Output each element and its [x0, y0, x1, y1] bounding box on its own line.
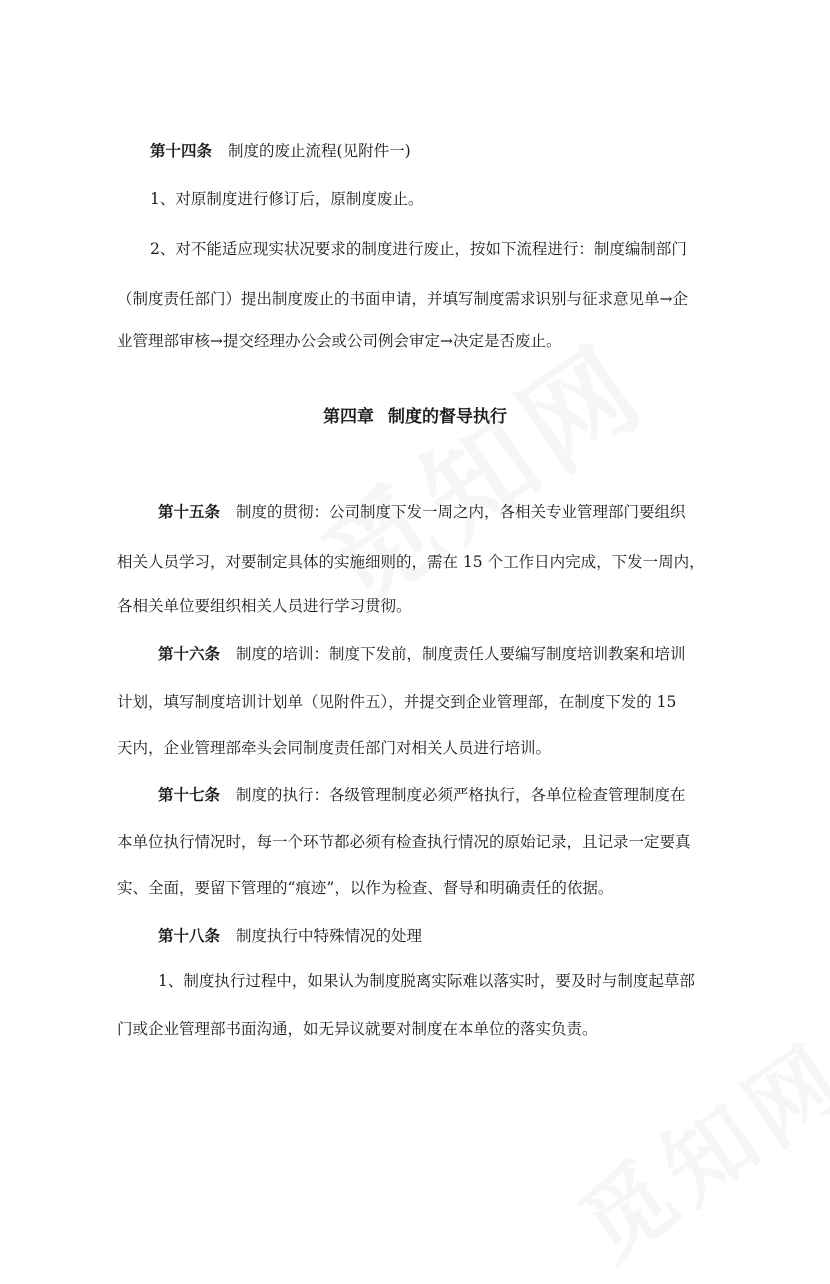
chapter-number: 第四章 — [323, 407, 374, 427]
article-title: 制度执行中特殊情况的处理 — [236, 927, 423, 945]
paragraph-line: 1、制度执行过程中，如果认为制度脱离实际难以落实时，要及时与制度起草部 — [158, 972, 695, 990]
article-18-heading — [158, 926, 422, 946]
paragraph-line: 各相关单位要组织相关人员进行学习贯彻。 — [117, 597, 412, 615]
article-15-heading — [158, 502, 686, 522]
article-label: 第十五条 — [158, 502, 221, 521]
paragraph-line: 本单位执行情况时，每一个环节都必须有检查执行情况的原始记录，且记录一定要真 — [117, 833, 691, 851]
paragraph-line: 业管理部审核→提交经理办公会或公司例会审定→决定是否废止。 — [117, 332, 562, 350]
article-17-heading — [158, 785, 686, 805]
paragraph-line: 计划，填写制度培训计划单（见附件五），并提交到企业管理部，在制度下发的 15 — [117, 693, 677, 711]
chapter-heading — [0, 402, 830, 427]
paragraph-text: 制度的培训：制度下发前，制度责任人要编写制度培训教案和培训 — [236, 645, 686, 663]
paragraph-line: 1、对原制度进行修订后，原制度废止。 — [150, 190, 424, 208]
paragraph-text: 制度的执行：各级管理制度必须严格执行，各单位检查管理制度在 — [236, 786, 686, 804]
paragraph-line: 实、全面，要留下管理的“痕迹”，以作为检查、督导和明确责任的依据。 — [117, 879, 614, 897]
article-label: 第十四条 — [150, 141, 213, 160]
paragraph-line: （制度责任部门）提出制度废止的书面申请，并填写制度需求识别与征求意见单→企 — [117, 290, 688, 308]
watermark — [550, 1006, 830, 1284]
paragraph-text: 制度的贯彻：公司制度下发一周之内，各相关专业管理部门要组织 — [236, 503, 686, 521]
paragraph-line: 相关人员学习，对要制定具体的实施细则的，需在 15 个工作日内完成，下发一周内， — [117, 553, 705, 571]
watermark — [287, 301, 673, 637]
paragraph-line: 天内，企业管理部牵头会同制度责任部门对相关人员进行培训。 — [117, 739, 552, 757]
chapter-title: 制度的督导执行 — [388, 407, 507, 427]
paragraph-line: 门或企业管理部书面沟通，如无异议就要对制度在本单位的落实负责。 — [117, 1020, 598, 1038]
article-label: 第十七条 — [158, 785, 221, 804]
paragraph-line: 2、对不能适应现实状况要求的制度进行废止，按如下流程进行：制度编制部门 — [150, 240, 687, 258]
article-label: 第十八条 — [158, 926, 221, 945]
article-16-heading — [158, 644, 686, 664]
article-label: 第十六条 — [158, 644, 221, 663]
article-title: 制度的废止流程(见附件一) — [228, 142, 411, 160]
article-14-heading — [150, 141, 411, 161]
